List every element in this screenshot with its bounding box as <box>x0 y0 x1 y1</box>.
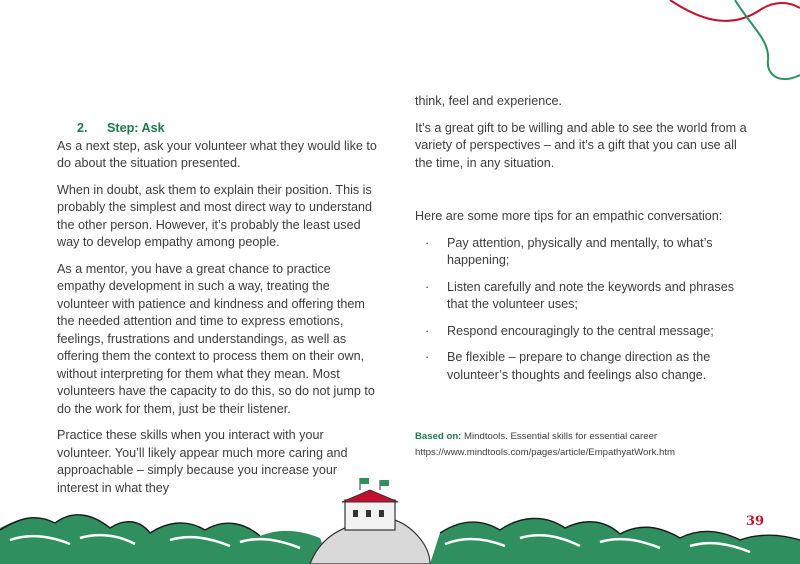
left-column <box>57 120 379 506</box>
heading-number: 2. <box>77 121 88 135</box>
list-item: · Pay attention, physically and mentally, to what’s happening; <box>425 235 713 267</box>
list-item: · Listen carefully and note the keywords and phrases that the volunteer uses; <box>425 279 735 311</box>
paragraph: When in doubt, ask them to explain their position. This is probably the simplest and most direct way to understand the other person. However, it’s probably the least used way to develop empathy among people. <box>57 182 373 249</box>
heading-text: Step: Ask <box>107 121 165 135</box>
source-url[interactable]: https://www.mindtools.com/pages/article/EmpathyatWork.htm <box>415 446 676 458</box>
paragraph: As a next step, ask your volunteer what they would like to do about the situation presented. <box>57 138 377 170</box>
paragraph: As a mentor, you have a great chance to practice empathy development in such a way, treating the volunteer with patience and kindness and offering them the needed attention and time to express emotions, feelings, frustrations and understandings, as well as offering them the context to process them on their own, without interpreting for them what they mean. Most volunteers have the capacity to do this, so do not jump to do the work for them, just be their listener. <box>57 261 375 416</box>
mountain-illustration <box>0 478 800 564</box>
paragraph: Practice these skills when you interact with your volunteer. You’ll likely appear much more caring and approachable – simply because you increase your interest in what they <box>57 428 348 495</box>
bullet: · <box>425 323 430 338</box>
bullet: · <box>425 235 430 250</box>
page-number: 39 <box>746 514 765 529</box>
source-note <box>415 429 675 460</box>
bullet: · <box>425 350 430 364</box>
list-item: · Be flexible – prepare to change direction as the volunteer’s thoughts and feelings also change. <box>425 350 711 382</box>
right-column <box>415 93 748 393</box>
source-text: Mindtools. Essential skills for essential career <box>461 431 658 442</box>
paragraph: It’s a great gift to be willing and able to see the world from a variety of perspectives – and it’s a gift that you can use all the time, in any situation. <box>415 120 747 170</box>
section-heading <box>57 120 379 138</box>
paragraph: think, feel and experience. <box>415 94 563 108</box>
list-item: · Respond encouragingly to the central message; <box>415 323 748 341</box>
decorative-curves <box>640 0 800 90</box>
tips-list <box>415 235 748 385</box>
source-label: Based on: <box>415 431 462 442</box>
tips-intro: Here are some more tips for an empathic conversation: <box>415 209 723 223</box>
bullet: · <box>425 279 430 294</box>
